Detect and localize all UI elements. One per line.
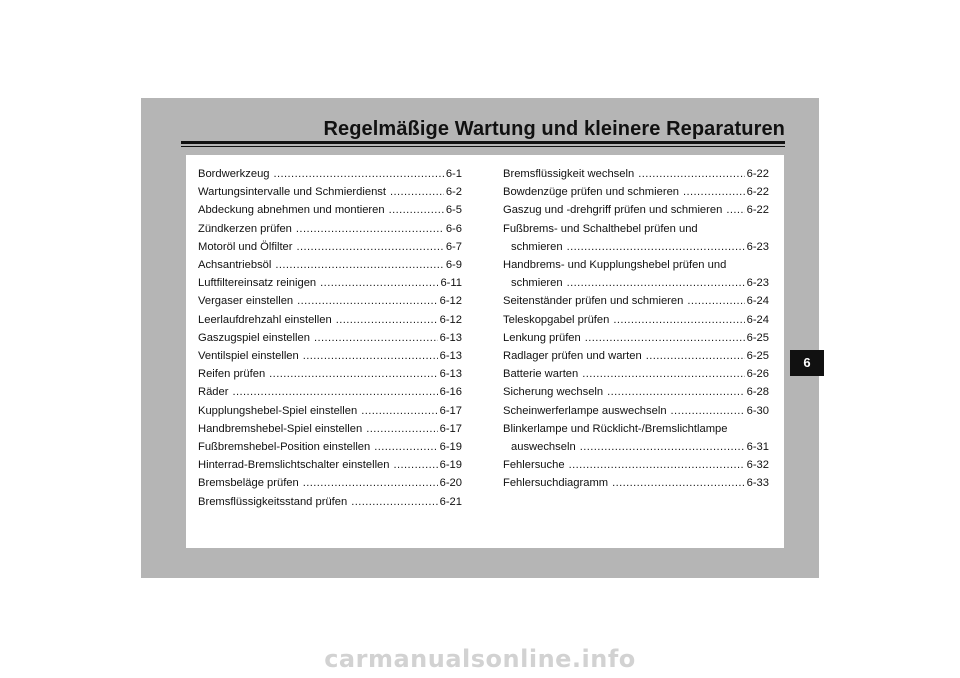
toc-entry-title: Scheinwerferlampe auswechseln: [503, 404, 667, 417]
toc-entry-row: [198, 383, 462, 401]
toc-entry-row: [198, 402, 462, 420]
toc-entry-title: Bremsflüssigkeit wechseln: [503, 168, 635, 180]
toc-entry-title: Bordwerkzeug: [198, 168, 270, 180]
toc-entry[interactable]: [503, 292, 769, 310]
toc-dot-leader: [567, 238, 745, 256]
toc-entry-row: [198, 493, 462, 511]
toc-dot-leader: [274, 165, 444, 183]
toc-entry-row: [503, 183, 769, 201]
toc-entry-title: Hinterrad-Bremslichtschalter einstellen: [198, 459, 390, 472]
toc-entry[interactable]: [198, 420, 462, 438]
toc-entry-page: 6-9: [445, 259, 462, 272]
toc-dot-leader: [569, 456, 745, 474]
toc-entry-title: Motoröl und Ölfilter: [198, 240, 293, 253]
toc-entry-page: 6-30: [746, 404, 769, 417]
toc-entry[interactable]: [198, 329, 462, 347]
toc-dot-leader: [390, 183, 444, 201]
toc-entry[interactable]: [198, 365, 462, 383]
toc-entry-page: 6-17: [439, 422, 462, 435]
page-title: Regelmäßige Wartung und kleinere Reparaturen: [323, 118, 785, 140]
toc-entry-page: 6-26: [746, 368, 769, 381]
toc-entry[interactable]: [198, 165, 462, 183]
page-frame: [141, 98, 819, 578]
toc-dot-leader: [580, 438, 745, 456]
toc-entry-page: 6-24: [746, 313, 769, 326]
toc-dot-leader: [269, 365, 437, 383]
toc-panel: [186, 155, 784, 548]
toc-entry[interactable]: [198, 474, 462, 492]
toc-entry-page: 6-7: [445, 240, 462, 253]
toc-entry-row: [198, 420, 462, 438]
toc-dot-leader: [366, 420, 437, 438]
toc-dot-leader: [607, 383, 744, 401]
toc-dot-leader: [361, 402, 437, 420]
toc-entry[interactable]: [198, 220, 462, 238]
toc-entry-title: schmieren: [511, 240, 563, 253]
toc-entry-title: Reifen prüfen: [198, 368, 266, 381]
toc-column-left: [198, 165, 462, 511]
toc-dot-leader: [314, 329, 438, 347]
toc-entry-row: [198, 474, 462, 492]
toc-dot-leader: [296, 220, 444, 238]
toc-entry-row: [198, 347, 462, 365]
toc-entry-title: Zündkerzen prüfen: [198, 222, 292, 235]
toc-entry-title-line1: Fußbrems- und Schalthebel prüfen und: [503, 222, 698, 235]
toc-dot-leader: [394, 456, 438, 474]
toc-entry[interactable]: [198, 438, 462, 456]
toc-entry-row: [503, 438, 769, 456]
toc-entry-row: [503, 274, 769, 292]
toc-entry-row: [503, 456, 769, 474]
toc-entry[interactable]: [503, 402, 769, 420]
toc-dot-leader: [303, 347, 438, 365]
toc-dot-leader: [687, 292, 744, 310]
toc-entry-page: 6-6: [445, 222, 462, 235]
toc-entry-title-line1: Handbrems- und Kupplungshebel prüfen und: [503, 259, 727, 272]
toc-entry-row: [198, 329, 462, 347]
chapter-tab[interactable]: 6: [790, 350, 824, 376]
toc-entry-page: 6-19: [439, 459, 462, 472]
toc-dot-leader: [297, 292, 437, 310]
toc-entry-row: [503, 201, 769, 219]
toc-dot-leader: [582, 365, 744, 383]
toc-entry-title: Handbremshebel-Spiel einstellen: [198, 422, 363, 435]
toc-entry-page: 6-13: [439, 350, 462, 363]
toc-entry[interactable]: [198, 292, 462, 310]
toc-entry-row: [198, 220, 462, 238]
toc-dot-leader: [320, 274, 438, 292]
toc-entry-row: [198, 274, 462, 292]
toc-entry-page: 6-17: [439, 404, 462, 417]
toc-entry[interactable]: [503, 183, 769, 201]
toc-entry-title: Gaszugspiel einstellen: [198, 331, 310, 344]
toc-entry[interactable]: [503, 256, 769, 292]
toc-entry-title: Lenkung prüfen: [503, 331, 581, 344]
toc-entry-title: schmieren: [511, 277, 563, 290]
toc-entry-page: 6-12: [439, 313, 462, 326]
toc-entry-row: [198, 292, 462, 310]
toc-entry-title: Sicherung wechseln: [503, 386, 604, 399]
toc-entry[interactable]: [503, 420, 769, 456]
toc-entry-title: Leerlaufdrehzahl einstellen: [198, 313, 332, 326]
toc-entry-page: 6-22: [746, 204, 769, 217]
toc-entry-title: auswechseln: [511, 441, 576, 454]
toc-dot-leader: [567, 274, 745, 292]
toc-entry-title: Wartungsintervalle und Schmierdienst: [198, 186, 386, 199]
toc-entry-page: 6-13: [439, 368, 462, 381]
toc-entry-title: Ventilspiel einstellen: [198, 350, 299, 363]
toc-dot-leader: [297, 238, 444, 256]
toc-entry-page: 6-23: [746, 277, 769, 290]
title-rule-thin: [181, 146, 785, 147]
toc-entry-title: Fehlersuchdiagramm: [503, 477, 609, 490]
toc-entry-title: Teleskopgabel prüfen: [503, 313, 610, 326]
toc-entry-page: 6-31: [746, 441, 769, 454]
toc-dot-leader: [646, 347, 745, 365]
toc-dot-leader: [232, 383, 437, 401]
toc-entry-row: [503, 238, 769, 256]
toc-entry-page: 6-2: [445, 186, 462, 199]
toc-entry[interactable]: [503, 347, 769, 365]
toc-entry-title: Fußbremshebel-Position einstellen: [198, 441, 371, 454]
toc-dot-leader: [726, 201, 744, 219]
title-rule-thick: [181, 141, 785, 144]
toc-entry[interactable]: [198, 201, 462, 219]
toc-entry-title: Räder: [198, 386, 229, 399]
toc-entry-title: Luftfiltereinsatz reinigen: [198, 277, 317, 290]
toc-entry-row: [503, 402, 769, 420]
toc-entry-row: [198, 238, 462, 256]
toc-entry-title: Bowdenzüge prüfen und schmieren: [503, 186, 680, 199]
toc-entry-row: [198, 456, 462, 474]
toc-entry-row: [198, 311, 462, 329]
toc-entry-row: [503, 165, 769, 183]
toc-entry-page: 6-23: [746, 240, 769, 253]
toc-entry-page: 6-1: [445, 168, 462, 180]
toc-dot-leader: [275, 256, 443, 274]
toc-entry-page: 6-16: [439, 386, 462, 399]
toc-entry-row: [198, 183, 462, 201]
toc-entry[interactable]: [198, 274, 462, 292]
toc-entry[interactable]: [198, 493, 462, 511]
toc-entry-title: Achsantriebsöl: [198, 259, 272, 272]
toc-entry[interactable]: [503, 456, 769, 474]
toc-dot-leader: [374, 438, 437, 456]
toc-entry[interactable]: [198, 183, 462, 201]
toc-entry-row: [503, 311, 769, 329]
toc-entry-row: [503, 474, 769, 492]
toc-entry-page: 6-20: [439, 477, 462, 490]
toc-entry-row: [198, 256, 462, 274]
toc-entry[interactable]: [198, 311, 462, 329]
toc-entry[interactable]: [503, 220, 769, 256]
toc-entry-page: 6-22: [746, 186, 769, 199]
toc-entry-row: [503, 329, 769, 347]
toc-entry-title: Abdeckung abnehmen und montieren: [198, 204, 385, 217]
toc-entry-page: 6-25: [746, 331, 769, 344]
toc-entry-page: 6-33: [746, 477, 769, 490]
toc-dot-leader: [389, 201, 444, 219]
toc-entry-row: [503, 365, 769, 383]
toc-entry[interactable]: [503, 329, 769, 347]
toc-entry-title-line1: Blinkerlampe und Rücklicht-/Bremslichtlampe: [503, 422, 728, 435]
toc-entry-row: [198, 201, 462, 219]
toc-entry-row: [198, 165, 462, 183]
toc-entry[interactable]: [503, 365, 769, 383]
toc-entry-page: 6-13: [439, 331, 462, 344]
toc-entry[interactable]: [198, 383, 462, 401]
toc-entry[interactable]: [198, 256, 462, 274]
toc-dot-leader: [613, 311, 744, 329]
toc-entry-title: Batterie warten: [503, 368, 579, 381]
toc-entry-row: [503, 292, 769, 310]
watermark: carmanualsonline.info: [324, 645, 636, 673]
toc-entry-page: 6-11: [440, 277, 462, 290]
toc-entry[interactable]: [503, 474, 769, 492]
toc-entry[interactable]: [503, 383, 769, 401]
toc-entry-page: 6-24: [746, 295, 769, 308]
toc-entry-title: Gaszug und -drehgriff prüfen und schmieren: [503, 204, 723, 217]
toc-dot-leader: [336, 311, 438, 329]
toc-dot-leader: [585, 329, 745, 347]
toc-dot-leader: [612, 474, 745, 492]
toc-dot-leader: [671, 402, 745, 420]
toc-dot-leader: [638, 165, 744, 183]
toc-entry-row: [198, 438, 462, 456]
toc-entry-page: 6-19: [439, 441, 462, 454]
toc-entry-row: [503, 347, 769, 365]
toc-dot-leader: [683, 183, 745, 201]
toc-entry-row: [198, 365, 462, 383]
toc-entry-page: 6-5: [445, 204, 462, 217]
toc-entry-page: 6-28: [746, 386, 769, 399]
toc-entry[interactable]: [503, 201, 769, 219]
toc-entry[interactable]: [198, 238, 462, 256]
toc-entry-title: Vergaser einstellen: [198, 295, 294, 308]
toc-dot-leader: [351, 493, 437, 511]
toc-dot-leader: [303, 474, 438, 492]
toc-entry-title: Seitenständer prüfen und schmieren: [503, 295, 684, 308]
toc-entry-title: Fehlersuche: [503, 459, 565, 472]
toc-entry-page: 6-12: [439, 295, 462, 308]
toc-entry[interactable]: [198, 456, 462, 474]
toc-entry-page: 6-25: [746, 350, 769, 363]
toc-entry-title: Kupplungshebel-Spiel einstellen: [198, 404, 358, 417]
toc-entry-title: Radlager prüfen und warten: [503, 350, 642, 363]
toc-column-right: [503, 165, 769, 493]
toc-entry-page: 6-21: [439, 495, 462, 508]
toc-entry[interactable]: [198, 347, 462, 365]
toc-entry-title: Bremsbeläge prüfen: [198, 477, 299, 490]
toc-entry-page: 6-22: [746, 168, 769, 180]
toc-entry-page: 6-32: [746, 459, 769, 472]
toc-entry[interactable]: [503, 165, 769, 183]
toc-entry-title: Bremsflüssigkeitsstand prüfen: [198, 495, 348, 508]
toc-entry[interactable]: [198, 402, 462, 420]
toc-entry-row: [503, 383, 769, 401]
toc-entry[interactable]: [503, 311, 769, 329]
